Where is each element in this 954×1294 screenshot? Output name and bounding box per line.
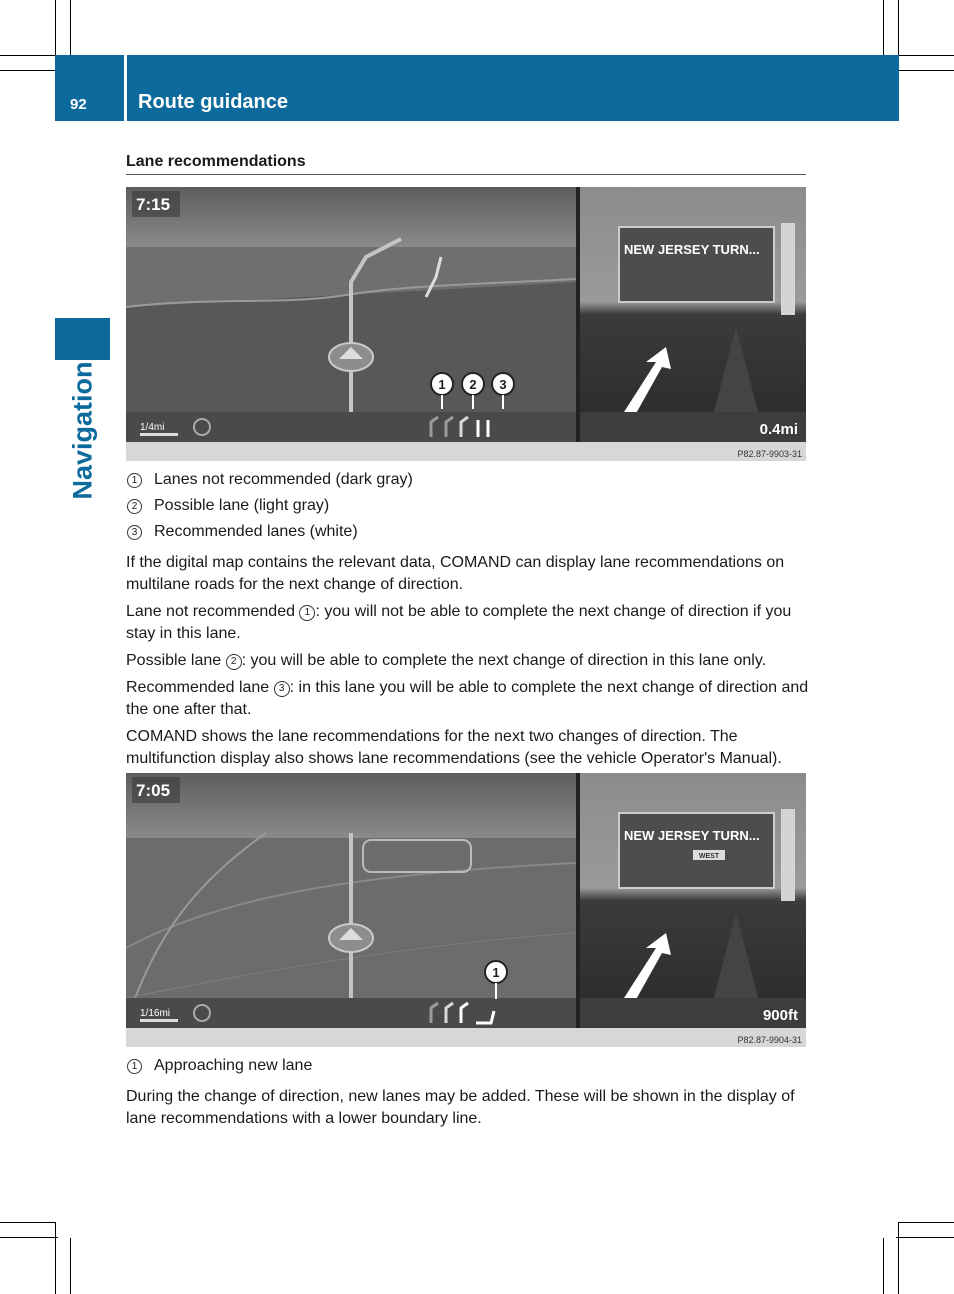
figure-code: P82.87-9903-31 <box>737 449 802 459</box>
crop-mark <box>883 1238 884 1294</box>
crop-mark <box>55 1222 56 1294</box>
clock: 7:05 <box>136 781 171 800</box>
crop-mark <box>899 1222 954 1223</box>
legend-text: Recommended lanes (white) <box>154 523 358 540</box>
paragraph: If the digital map contains the relevant data, COMAND can display lane recommendations on multilane roads for the next change of direction. <box>126 554 785 593</box>
crop-mark <box>899 55 954 56</box>
legend-item <box>126 467 806 493</box>
crop-mark <box>0 70 58 71</box>
figure-code: P82.87-9904-31 <box>737 1035 802 1045</box>
map-scale: 1/16mi <box>140 1008 171 1019</box>
navigation-screen-1 <box>126 187 806 461</box>
distance-to-turn: 0.4mi <box>759 421 798 438</box>
sign-text: NEW JERSEY TURN... <box>624 828 760 843</box>
crop-mark <box>0 1237 58 1238</box>
highway-sign <box>619 227 774 302</box>
paragraph: COMAND shows the lane recommendations for the next two changes of direction. The multifunction display also shows lane recommendations (see the vehicle Operator's Manual). <box>126 728 782 767</box>
figure-new-lane <box>126 773 806 1047</box>
svg-text:1: 1 <box>438 377 446 392</box>
sign-post <box>781 223 795 315</box>
section-heading: Lane recommendations <box>126 153 806 175</box>
legend-text: Approaching new lane <box>154 1057 313 1074</box>
scale-bar <box>140 1019 178 1022</box>
map-sky <box>126 773 576 838</box>
legend-item <box>126 493 806 519</box>
paragraph: Recommended lane 3 : in this lane you will be able to complete the next change of direction and the one after that. <box>126 679 809 718</box>
sign-text: NEW JERSEY TURN... <box>624 242 760 257</box>
closing-text <box>126 1086 810 1135</box>
legend-number: 3 <box>127 525 142 540</box>
svg-text:2: 2 <box>469 377 477 392</box>
inline-number: 2 <box>226 654 242 670</box>
legend-number: 1 <box>127 473 142 488</box>
header-divider <box>124 55 127 121</box>
camera-view <box>580 187 806 442</box>
svg-text:1: 1 <box>492 965 500 980</box>
svg-text:3: 3 <box>499 377 507 392</box>
paragraph: During the change of direction, new lanes may be added. These will be shown in the display of lane recommendations with a lower boundary line. <box>126 1088 795 1127</box>
crop-mark <box>70 0 71 58</box>
legend-text: Possible lane (light gray) <box>154 497 330 514</box>
map-sky <box>126 187 576 247</box>
side-tab-label: Navigation <box>67 360 98 500</box>
legend-2 <box>126 1053 806 1079</box>
page-number: 92 <box>70 96 87 113</box>
crop-mark <box>898 0 899 55</box>
figure-lane-recommendations <box>126 187 806 461</box>
navigation-screen-2 <box>126 773 806 1047</box>
sign-subtext: WEST <box>698 853 720 860</box>
crop-mark <box>0 1222 55 1223</box>
crop-mark <box>0 55 55 56</box>
page-title: Route guidance <box>138 91 289 113</box>
camera-view <box>580 773 806 1028</box>
legend-text: Lanes not recommended (dark gray) <box>154 471 413 488</box>
crop-mark <box>898 1222 899 1294</box>
legend-number: 1 <box>127 1059 142 1074</box>
legend-item <box>126 1053 806 1079</box>
sign-post <box>781 809 795 901</box>
clock: 7:15 <box>136 195 171 214</box>
crop-mark <box>55 0 56 55</box>
screen-divider <box>576 773 580 1028</box>
screen-divider <box>576 187 580 442</box>
crop-mark <box>896 1237 954 1238</box>
inline-number: 3 <box>274 681 290 697</box>
distance-to-turn: 900ft <box>762 1007 798 1024</box>
paragraph: Lane not recommended 1 : you will not be able to complete the next change of direction if you stay in this lane. <box>126 603 792 642</box>
paragraph: Possible lane 2 : you will be able to complete the next change of direction in this lane only. <box>126 652 767 669</box>
crop-mark <box>70 1238 71 1294</box>
inline-number: 1 <box>299 605 315 621</box>
crop-mark <box>883 0 884 58</box>
body-text <box>126 552 810 775</box>
map-scale: 1/4mi <box>140 422 165 433</box>
scale-bar <box>140 433 178 436</box>
legend-1 <box>126 467 806 545</box>
legend-item <box>126 519 806 545</box>
side-tab <box>55 318 110 360</box>
crop-mark <box>896 70 954 71</box>
legend-number: 2 <box>127 499 142 514</box>
